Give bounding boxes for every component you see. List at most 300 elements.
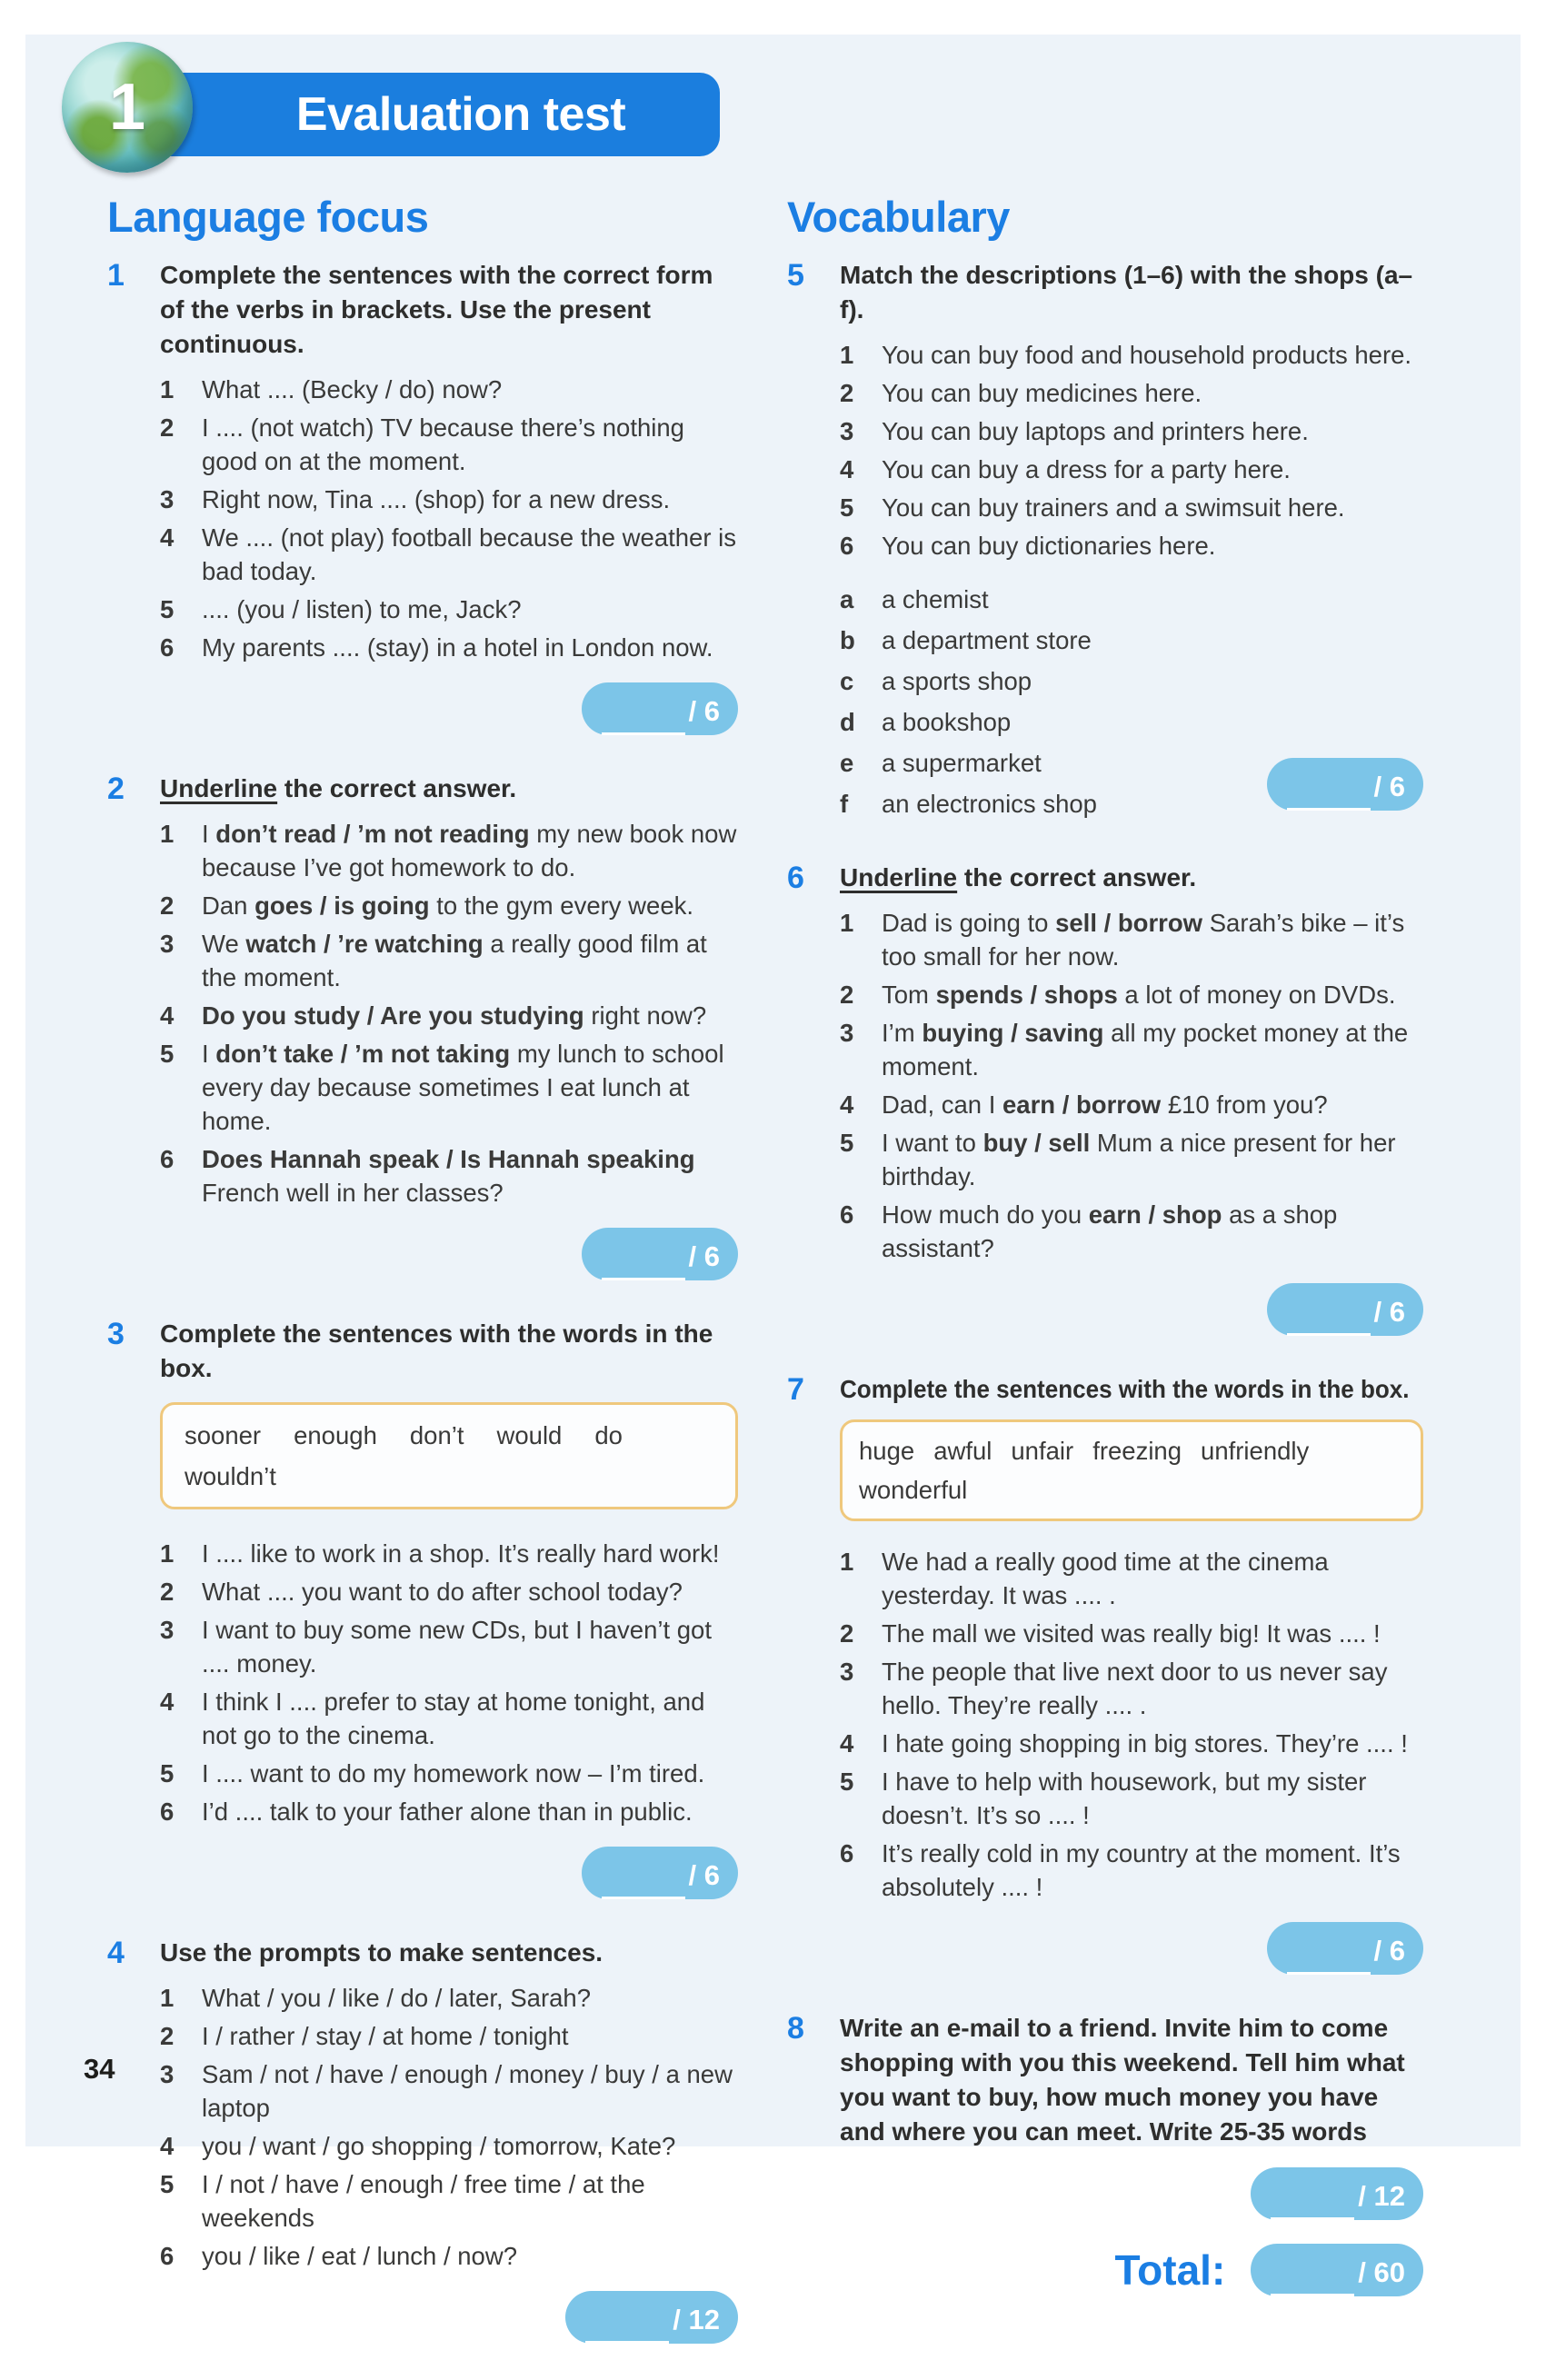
item-text [202,593,738,626]
score-row [160,1228,738,1280]
text-segment: Complete the sentences with the words in the box. [160,1319,713,1382]
exercise-item [840,491,1423,524]
column-heading-language-focus: Language focus [107,193,429,241]
option-letter: a [840,585,854,613]
option-letter: b [840,626,855,654]
exercise-item [160,1981,738,2015]
text-segment: You can buy food and household products here. [882,341,1412,369]
exercise-item [160,1537,738,1570]
text-segment: I think I .... prefer to stay at home tonight, and not go to the cinema. [202,1688,705,1749]
answer-choice-text: spends / shops [935,981,1118,1009]
item-text [202,817,738,884]
word-box [160,1402,738,1509]
text-segment: I’m [882,1019,923,1047]
exercise-4 [107,1936,738,2347]
text-segment: my lunch to school every day because sometimes I eat lunch at home. [202,1040,724,1135]
total-row [840,2244,1423,2296]
score-blank-line [602,1857,685,1899]
exercise-number: 7 [787,1372,804,1407]
text-segment: French well in her classes? [202,1179,504,1207]
item-text [202,2167,738,2235]
item-number: 4 [160,2132,175,2160]
score-row [160,2291,738,2344]
exercise-item [840,338,1423,372]
text-segment: my new book now because I’ve got homework to do. [202,820,737,881]
exercise-item [160,1613,738,1680]
score-max-value: / 6 [688,1240,720,1272]
option-letter: d [840,708,855,736]
exercise-list [107,258,738,2347]
exercise-item [160,1142,738,1210]
score-max-value: / 6 [1373,1296,1405,1328]
item-number: 3 [840,417,854,445]
text-segment: The mall we visited was really big! It was .... ! [882,1619,1381,1648]
text-segment: Dad is going to [882,909,1056,937]
text-segment: My parents .... (stay) in a hotel in London now. [202,633,713,662]
banner-title: Evaluation test [295,87,626,141]
text-segment: I hate going shopping in big stores. They’re .... ! [882,1729,1408,1758]
score-blank-line [1287,1932,1371,1975]
exercise-item [160,1575,738,1608]
exercise-body [160,1317,738,1903]
item-number: 6 [840,532,854,560]
word-box-word: freezing [1092,1437,1182,1465]
item-text [882,1016,1423,1083]
item-text [882,414,1423,448]
item-number: 5 [840,493,854,522]
exercise-6 [787,861,1423,1339]
item-list [160,373,738,664]
text-segment: Underline [160,774,278,802]
exercise-item [160,373,738,406]
item-number: 2 [160,2022,175,2050]
text-segment: I [202,820,216,848]
text-segment: .... (you / listen) to me, Jack? [202,595,522,623]
exercise-body [840,1372,1423,1978]
item-text [882,1765,1423,1832]
exercise-item [840,1837,1423,1904]
text-segment: Dad, can I [882,1090,1002,1119]
text-segment: Use the prompts to make sentences. [160,1938,603,1967]
text-segment: Mum a nice present for her birthday. [882,1129,1396,1190]
word-box-word: huge [859,1437,915,1465]
item-number: 1 [160,820,175,848]
exercise-item [160,889,738,922]
exercise-number: 3 [107,1317,125,1351]
text-segment: Sarah’s bike – it’s too small for her now. [882,909,1405,971]
item-text [882,453,1423,486]
exercise-item [160,1037,738,1138]
option-text: a sports shop [882,667,1032,695]
answer-choice-text: sell / borrow [1055,909,1203,937]
item-text [202,2129,738,2163]
text-segment: It’s really cold in my country at the moment. It’s absolutely .... ! [882,1839,1401,1901]
text-segment: I .... (not watch) TV because there’s nothing good on at the moment. [202,413,684,475]
item-text [882,1837,1423,1904]
exercise-item [840,453,1423,486]
item-text [882,376,1423,410]
item-number: 6 [160,633,175,662]
exercise-item [160,521,738,588]
item-number: 1 [840,341,854,369]
text-segment: I .... like to work in a shop. It’s really hard work! [202,1539,720,1568]
item-number: 2 [160,413,175,442]
text-segment: a lot of money on DVDs. [1117,981,1396,1009]
word-box-word: enough [294,1421,377,1449]
item-text [882,338,1423,372]
exercise-instruction [160,258,738,362]
option-item [840,664,1423,698]
item-number: 3 [160,2060,175,2088]
page-number: 34 [84,2053,115,2085]
item-number: 2 [840,379,854,407]
exercise-item [160,817,738,884]
item-text [882,1545,1423,1612]
word-box-word: sooner [185,1421,262,1449]
exercise-item [160,1685,738,1752]
item-text [202,1575,738,1608]
exercise-body [840,258,1423,828]
item-number: 1 [160,1539,175,1568]
score-max-value: / 60 [1358,2256,1405,2288]
score-blank-line [1287,768,1371,811]
text-segment: I want to [882,1129,983,1157]
item-text [882,1126,1423,1193]
text-segment: I / rather / stay / at home / tonight [202,2022,569,2050]
item-text [202,1795,738,1828]
text-segment: right now? [583,1001,707,1030]
item-number: 2 [160,1578,175,1606]
exercise-item [840,529,1423,563]
text-segment: Match the descriptions (1–6) with the shops (a–f). [840,261,1413,324]
item-text [202,373,738,406]
score-pill [565,2291,738,2344]
score-blank-line [585,2301,669,2344]
answer-choice-text: watch / ’re watching [245,930,484,958]
exercise-item [160,2057,738,2125]
globe-unit-icon [62,42,193,173]
exercise-instruction [160,1317,738,1386]
exercise-item [840,1126,1423,1193]
unit-number: 1 [108,70,146,144]
item-text [882,978,1423,1011]
item-number: 2 [840,1619,854,1648]
item-number: 1 [160,1984,175,2012]
answer-choice-text: don’t read / ’m not reading [215,820,530,848]
item-list [840,906,1423,1265]
text-segment: to the gym every week. [429,891,694,920]
answer-choice-text: Do you study / Are you studying [202,1001,584,1030]
option-item [840,583,1423,616]
score-max-value: / 12 [1358,2180,1405,2212]
item-number: 3 [840,1019,854,1047]
option-list [840,583,1423,821]
score-pill [582,682,738,735]
score-row [160,682,738,735]
word-box-word: don’t [409,1421,464,1449]
item-number: 5 [840,1768,854,1796]
item-list [160,1537,738,1828]
word-box-word: unfair [1011,1437,1074,1465]
score-blank-line [602,1238,685,1280]
item-number: 2 [160,891,175,920]
answer-choice-text: buy / sell [982,1129,1091,1157]
exercise-item [160,631,738,664]
column-heading-vocabulary: Vocabulary [787,193,1010,241]
item-number: 6 [840,1200,854,1229]
option-text: an electronics shop [882,790,1097,818]
score-blank-line [1271,2254,1354,2296]
exercise-item [160,927,738,994]
item-number: 3 [160,930,175,958]
answer-choice-text: buying / saving [922,1019,1104,1047]
item-text [882,491,1423,524]
exercise-item [160,593,738,626]
item-text [882,1198,1423,1265]
exercise-number: 4 [107,1936,125,1970]
word-box-word: wouldn’t [185,1462,276,1490]
text-segment: you / like / eat / lunch / now? [202,2242,517,2270]
item-list [840,338,1423,563]
score-pill [582,1228,738,1280]
text-segment: I / not / have / enough / free time / at the weekends [202,2170,645,2232]
exercise-number: 5 [787,258,804,293]
text-segment: Complete the sentences with the words in the box. [840,1375,1410,1403]
exercise-instruction [160,1936,738,1970]
text-segment: I have to help with housework, but my sister doesn’t. It’s so .... ! [882,1768,1367,1829]
text-segment: The people that live next door to us never say hello. They’re really .... . [882,1658,1388,1719]
exercise-item [160,1757,738,1790]
score-blank-line [602,692,685,735]
item-text [882,906,1423,973]
exercise-item [840,978,1423,1011]
option-text: a chemist [882,585,989,613]
option-text: a supermarket [882,749,1042,777]
text-segment: You can buy dictionaries here. [882,532,1216,560]
score-blank-line [1287,1293,1371,1336]
text-segment: What .... you want to do after school today? [202,1578,683,1606]
item-text [202,1981,738,2015]
exercise-body [840,861,1423,1339]
text-segment: the correct answer. [277,774,517,802]
exercise-body [160,258,738,739]
item-number: 3 [160,1616,175,1644]
exercise-number: 6 [787,861,804,895]
word-box-word: do [594,1421,623,1449]
word-box-word: unfriendly [1201,1437,1310,1465]
score-row [840,1922,1423,1975]
exercise-instruction [840,2011,1423,2149]
answer-choice-text: earn / shop [1088,1200,1222,1229]
text-segment: What .... (Becky / do) now? [202,375,503,403]
text-segment: I want to buy some new CDs, but I haven’t got .... money. [202,1616,712,1678]
exercise-body [840,2011,1423,2296]
item-number: 4 [840,455,854,483]
score-pill [582,1847,738,1899]
exercise-instruction [840,258,1423,327]
item-text [882,1655,1423,1722]
text-segment: you / want / go shopping / tomorrow, Kate? [202,2132,676,2160]
text-segment: Sam / not / have / enough / money / buy / a new laptop [202,2060,733,2122]
item-number: 3 [160,485,175,513]
score-max-value: / 6 [1373,1935,1405,1967]
exercise-item [160,999,738,1032]
item-number: 2 [840,981,854,1009]
text-segment: a really good film at the moment. [202,930,707,991]
text-segment: all my pocket money at the moment. [882,1019,1409,1080]
text-segment: What / you / like / do / later, Sarah? [202,1984,591,2012]
exercise-item [160,1795,738,1828]
text-segment: I .... want to do my homework now – I’m tired. [202,1759,705,1787]
exercise-item [160,2239,738,2273]
text-segment: the correct answer. [957,863,1197,891]
item-text [202,1685,738,1752]
item-text [882,529,1423,563]
item-number: 3 [840,1658,854,1686]
exercise-number: 1 [107,258,125,293]
exercise-body [160,1936,738,2347]
option-text: a bookshop [882,708,1012,736]
item-number: 6 [160,2242,175,2270]
item-text [202,1757,738,1790]
item-text [202,411,738,478]
item-number: 1 [840,909,854,937]
text-segment: You can buy a dress for a party here. [882,455,1291,483]
item-number: 5 [160,1759,175,1787]
text-segment: as a shop assistant? [882,1200,1338,1262]
item-number: 6 [160,1797,175,1826]
item-number: 5 [160,1040,175,1068]
item-text [202,927,738,994]
word-box-word: awful [933,1437,992,1465]
exercise-item [840,1727,1423,1760]
item-number: 4 [160,1688,175,1716]
exercise-item [160,2167,738,2235]
exercise-5 [787,258,1423,828]
word-box-word: would [496,1421,563,1449]
item-text [202,2239,738,2273]
text-segment: You can buy laptops and printers here. [882,417,1309,445]
score-pill [1251,2244,1423,2296]
score-max-value: / 6 [688,695,720,727]
word-box [840,1419,1423,1521]
text-segment: Write an e-mail to a friend. Invite him to come shopping with you this weekend. Tell him what you want to buy, how much money you have and where you can meet. Write 25-35 words [840,2014,1405,2146]
score-max-value: / 6 [1373,771,1405,802]
exercise-item [840,1198,1423,1265]
exercise-2 [107,772,738,1284]
score-row [840,1283,1423,1336]
item-text [882,1617,1423,1650]
score-pill [1251,2167,1423,2220]
score-max-value: / 12 [673,2304,720,2335]
exercise-list [787,258,1423,2296]
item-text [202,1613,738,1680]
total-label: Total: [1114,2246,1226,2294]
option-letter: f [840,790,849,818]
exercise-item [840,376,1423,410]
exercise-1 [107,258,738,739]
text-segment: You can buy medicines here. [882,379,1202,407]
score-pill [1267,758,1423,811]
item-number: 4 [840,1090,854,1119]
text-segment: Complete the sentences with the correct form of the verbs in brackets. Use the present continuous. [160,261,713,358]
score-max-value: / 6 [688,1859,720,1891]
text-segment: I’d .... talk to your father alone than in public. [202,1797,693,1826]
item-number: 5 [160,595,175,623]
item-number: 6 [840,1839,854,1867]
item-text [202,1037,738,1138]
exercise-instruction [840,1372,1410,1407]
item-number: 1 [840,1548,854,1576]
exercise-7 [787,1372,1423,1978]
option-item [840,705,1423,739]
exercise-item [840,414,1423,448]
score-pill [1267,1283,1423,1336]
item-number: 6 [160,1145,175,1173]
answer-choice-text: don’t take / ’m not taking [215,1040,511,1068]
text-segment: Underline [840,863,958,891]
word-box-word: wonderful [859,1476,968,1504]
exercise-body [160,772,738,1284]
item-text [882,1088,1423,1121]
exercise-8 [787,2011,1423,2296]
exercise-item [160,483,738,516]
text-segment: Tom [882,981,936,1009]
option-letter: e [840,749,854,777]
score-pill [1267,1922,1423,1975]
exercise-item [840,906,1423,973]
item-number: 4 [160,1001,175,1030]
answer-choice-text: Does Hannah speak / Is Hannah speaking [202,1145,695,1173]
exercise-item [160,411,738,478]
exercise-instruction [840,861,1423,895]
text-segment: You can buy trainers and a swimsuit here. [882,493,1345,522]
text-segment: We had a really good time at the cinema yesterday. It was .... . [882,1548,1329,1609]
exercise-item [840,1617,1423,1650]
item-list [160,817,738,1210]
item-text [202,1142,738,1210]
option-letter: c [840,667,854,695]
item-text [202,999,738,1032]
item-number: 5 [160,2170,175,2198]
text-segment: Dan [202,891,255,920]
item-text [202,2057,738,2125]
item-number: 4 [840,1729,854,1758]
exercise-item [840,1545,1423,1612]
exercise-instruction [160,772,738,806]
item-text [202,2019,738,2053]
exercise-3 [107,1317,738,1903]
text-segment: £10 from you? [1161,1090,1328,1119]
item-number: 4 [160,523,175,552]
exercise-number: 8 [787,2011,804,2046]
item-text [202,1537,738,1570]
score-blank-line [1271,2177,1354,2220]
exercise-item [160,2019,738,2053]
answer-choice-text: goes / is going [254,891,430,920]
item-text [882,1727,1423,1760]
item-text [202,521,738,588]
text-segment: How much do you [882,1200,1089,1229]
language-focus-column [107,194,738,2380]
item-list [840,1545,1423,1904]
item-text [202,889,738,922]
exercise-item [840,1016,1423,1083]
score-row [160,1847,738,1899]
item-text [202,631,738,664]
exercise-item [840,1765,1423,1832]
exercise-item [840,1655,1423,1722]
